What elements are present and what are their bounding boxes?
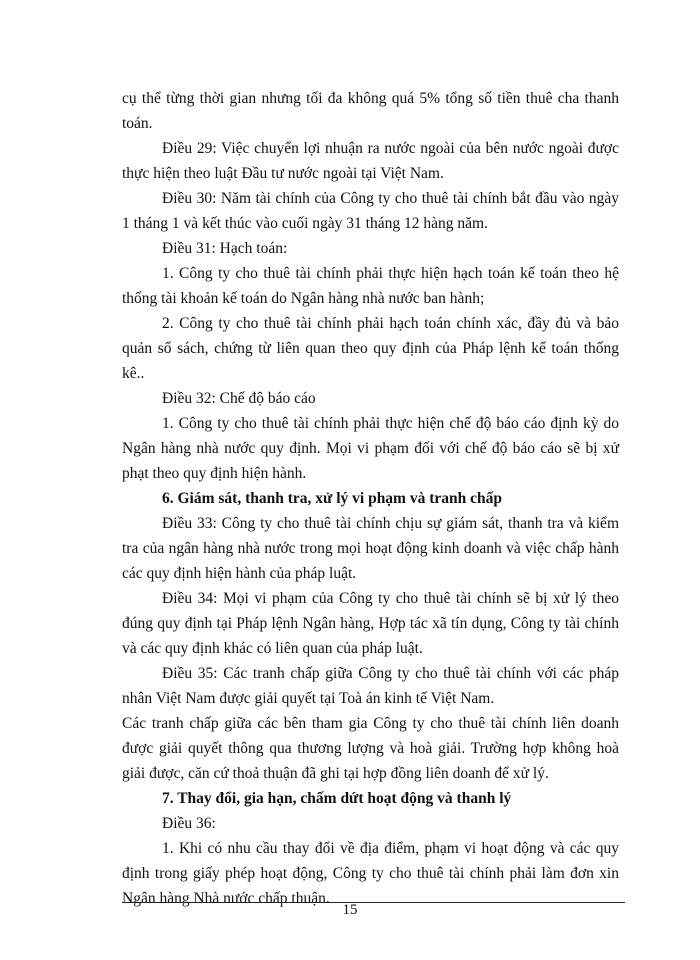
article-33: Điều 33: Công ty cho thuê tài chính chịu sự giám sát, thanh tra và kiểm tra của ngân hàng nhà nước trong mọi hoạt động kinh doanh và việc chấp hành các quy định hiện hành của pháp luật. bbox=[122, 515, 619, 582]
article-35: Điều 35: Các tranh chấp giữa Công ty cho thuê tài chính với các pháp nhân Việt Nam được giải quyết tại Toà án kinh tế Việt Nam. bbox=[122, 665, 619, 707]
document-body bbox=[122, 86, 619, 911]
article-30: Điều 30: Năm tài chính của Công ty cho thuê tài chính bắt đầu vào ngày 1 tháng 1 và kết thúc vào cuối ngày 31 tháng 12 hàng năm. bbox=[122, 190, 619, 232]
article-36-title: Điều 36: bbox=[162, 815, 216, 832]
section-6-heading: 6. Giám sát, thanh tra, xử lý vi phạm và tranh chấp bbox=[162, 490, 503, 507]
article-31-item-2: 2. Công ty cho thuê tài chính phải hạch toán chính xác, đầy đủ và bảo quản sổ sách, chứng từ liên quan theo quy định của Pháp lệnh kế toán thống kê.. bbox=[122, 315, 619, 382]
article-35-continued: Các tranh chấp giữa các bên tham gia Công ty cho thuê tài chính liên doanh được giải quyết thông qua thương lượng và hoà giải. Trường hợp không hoà giải được, căn cứ thoả thuận đã ghi tại hợp đồng liên doanh để xử lý. bbox=[122, 715, 619, 782]
page-number: 15 bbox=[342, 902, 358, 918]
article-32-title: Điều 32: Chế độ báo cáo bbox=[162, 390, 316, 407]
article-32-item-1: 1. Công ty cho thuê tài chính phải thực hiện chế độ báo cáo định kỳ do Ngân hàng nhà nước quy định. Mọi vi phạm đối với chế độ báo cáo sẽ bị xử phạt theo quy định hiện hành. bbox=[122, 415, 619, 482]
paragraph-continuation: cụ thể từng thời gian nhưng tối đa không quá 5% tổng số tiền thuê cha thanh toán. bbox=[122, 90, 619, 132]
section-7-heading: 7. Thay đổi, gia hạn, chấm dứt hoạt động và thanh lý bbox=[162, 790, 512, 807]
article-34: Điều 34: Mọi vi phạm của Công ty cho thuê tài chính sẽ bị xử lý theo đúng quy định tại Pháp lệnh Ngân hàng, Hợp tác xã tín dụng, Công ty tài chính và các quy định khác có liên quan của pháp luật. bbox=[122, 590, 619, 657]
article-31-title: Điều 31: Hạch toán: bbox=[162, 240, 288, 257]
article-36-item-1: 1. Khi có nhu cầu thay đổi về địa điểm, phạm vi hoạt động và các quy định trong giấy phép hoạt động, Công ty cho thuê tài chính phải làm đơn xin Ngân hàng Nhà nước chấp thuận. bbox=[122, 840, 619, 907]
article-29: Điều 29: Việc chuyển lợi nhuận ra nước ngoài của bên nước ngoài được thực hiện theo luật Đầu tư nước ngoài tại Việt Nam. bbox=[122, 140, 619, 182]
article-31-item-1: 1. Công ty cho thuê tài chính phải thực hiện hạch toán kế toán theo hệ thống tài khoản kế toán do Ngân hàng nhà nước ban hành; bbox=[122, 265, 619, 307]
